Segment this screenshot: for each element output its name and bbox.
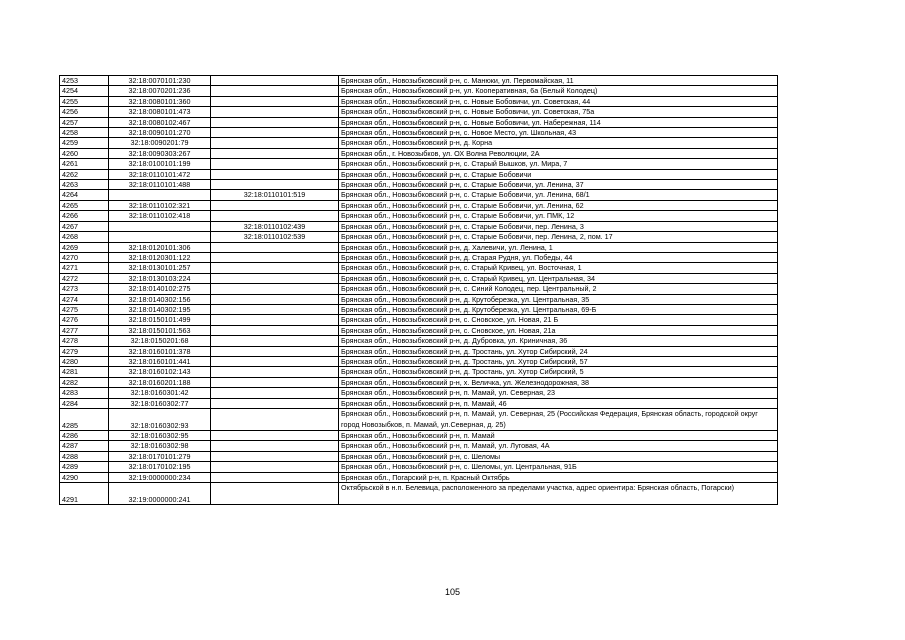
row-number-cell: 4261	[60, 159, 109, 169]
cadastral-number-alt-cell	[211, 96, 339, 106]
table-row	[60, 148, 778, 158]
cadastral-number-cell: 32:18:0160102:143	[109, 367, 211, 377]
cadastral-number-cell: 32:18:0150201:68	[109, 336, 211, 346]
address-cell: Брянская обл., Новозыбковский р-н, с. Новые Бобовичи, ул. Советская, 75а	[339, 107, 778, 117]
row-number-cell: 4273	[60, 284, 109, 294]
cadastral-number-alt-cell	[211, 138, 339, 148]
cadastral-number-cell: 32:18:0110102:321	[109, 200, 211, 210]
cadastral-number-cell: 32:18:0110102:418	[109, 211, 211, 221]
table-row	[60, 159, 778, 169]
row-number-cell: 4289	[60, 462, 109, 472]
address-cell: Брянская обл., Новозыбковский р-н, с. Шеломы, ул. Центральная, 91Б	[339, 462, 778, 472]
cadastral-number-alt-cell	[211, 148, 339, 158]
cadastral-number-alt-cell	[211, 441, 339, 451]
cadastral-number-cell: 32:18:0170102:195	[109, 462, 211, 472]
cadastral-number-alt-cell	[211, 294, 339, 304]
cadastral-number-cell: 32:18:0160302:98	[109, 441, 211, 451]
cadastral-number-cell: 32:18:0080101:360	[109, 96, 211, 106]
cadastral-number-alt-cell	[211, 377, 339, 387]
cadastral-number-cell: 32:18:0090101:270	[109, 128, 211, 138]
table-row	[60, 336, 778, 346]
row-number-cell: 4283	[60, 388, 109, 398]
row-number-cell: 4257	[60, 117, 109, 127]
address-cell: Брянская обл., Новозыбковский р-н, с. Старые Бобовичи	[339, 169, 778, 179]
cadastral-number-alt-cell	[211, 367, 339, 377]
table-row	[60, 211, 778, 221]
cadastral-number-cell: 32:18:0160101:441	[109, 356, 211, 366]
cadastral-number-alt-cell	[211, 107, 339, 117]
cadastral-number-alt-cell	[211, 336, 339, 346]
cadastral-number-cell: 32:18:0110101:488	[109, 180, 211, 190]
address-cell: Брянская обл., г. Новозыбков, ул. ОХ Волна Революции, 2А	[339, 148, 778, 158]
cadastral-number-cell: 32:18:0090201:79	[109, 138, 211, 148]
address-cell: Брянская обл., Новозыбковский р-н, с. Старый Кривец, ул. Восточная, 1	[339, 263, 778, 273]
address-cell: Брянская обл., Новозыбковский р-н, с. Новое Место, ул. Школьная, 43	[339, 128, 778, 138]
cadastral-number-cell: 32:18:0160302:77	[109, 398, 211, 408]
row-number-cell: 4264	[60, 190, 109, 200]
row-number-cell: 4278	[60, 336, 109, 346]
row-number-cell: 4275	[60, 304, 109, 314]
row-number-cell: 4276	[60, 315, 109, 325]
row-number-cell: 4279	[60, 346, 109, 356]
cadastral-table	[59, 75, 778, 505]
row-number-cell: 4288	[60, 451, 109, 461]
cadastral-number-alt-cell	[211, 200, 339, 210]
cadastral-number-alt-cell	[211, 472, 339, 482]
address-cell: Брянская обл., Новозыбковский р-н, с. Старые Бобовичи, пер. Ленина, 3	[339, 221, 778, 231]
address-cell: Брянская обл., Новозыбковский р-н, с. Шеломы	[339, 451, 778, 461]
address-cell: Брянская обл., Новозыбковский р-н, д. Тростань, ул. Хутор Сибирский, 5	[339, 367, 778, 377]
table-row	[60, 409, 778, 431]
table-row	[60, 128, 778, 138]
address-cell: Брянская обл., Новозыбковский р-н, с. Старый Вышков, ул. Мира, 7	[339, 159, 778, 169]
cadastral-number-cell: 32:18:0160301:42	[109, 388, 211, 398]
address-cell: Брянская обл., Новозыбковский р-н, с. Новые Бобовичи, ул. Советская, 44	[339, 96, 778, 106]
table-row	[60, 315, 778, 325]
table-row	[60, 284, 778, 294]
row-number-cell: 4290	[60, 472, 109, 482]
cadastral-number-alt-cell	[211, 346, 339, 356]
address-cell: Брянская обл., Новозыбковский р-н, с. Старые Бобовичи, ул. Ленина, 62	[339, 200, 778, 210]
cadastral-number-alt-cell	[211, 431, 339, 441]
cadastral-number-cell: 32:19:0000000:234	[109, 472, 211, 482]
address-cell: Брянская обл., Новозыбковский р-н, с. Старые Бобовичи, ул. Ленина, 68/1	[339, 190, 778, 200]
cadastral-number-cell: 32:18:0070201:236	[109, 86, 211, 96]
cadastral-number-cell: 32:18:0070101:230	[109, 76, 211, 86]
address-cell: Брянская обл., Новозыбковский р-н, д. Корна	[339, 138, 778, 148]
table-row	[60, 483, 778, 505]
cadastral-number-alt-cell	[211, 180, 339, 190]
cadastral-number-cell: 32:18:0120301:122	[109, 252, 211, 262]
table-row	[60, 117, 778, 127]
row-number-cell: 4291	[60, 483, 109, 505]
row-number-cell: 4269	[60, 242, 109, 252]
address-cell: Брянская обл., Новозыбковский р-н, д. Тростань, ул. Хутор Сибирский, 57	[339, 356, 778, 366]
page-number: 105	[444, 587, 461, 597]
address-cell: Брянская обл., Новозыбковский р-н, п. Мамай	[339, 431, 778, 441]
table-row	[60, 273, 778, 283]
cadastral-number-alt-cell	[211, 409, 339, 431]
table-row	[60, 252, 778, 262]
cadastral-number-cell: 32:18:0140302:195	[109, 304, 211, 314]
cadastral-number-cell: 32:19:0000000:241	[109, 483, 211, 505]
address-cell: Брянская обл., Новозыбковский р-н, п. Мамай, ул. Луговая, 4А	[339, 441, 778, 451]
cadastral-number-alt-cell	[211, 263, 339, 273]
cadastral-number-cell: 32:18:0160302:93	[109, 409, 211, 431]
cadastral-number-cell: 32:18:0160302:95	[109, 431, 211, 441]
row-number-cell: 4284	[60, 398, 109, 408]
cadastral-number-cell: 32:18:0160201:188	[109, 377, 211, 387]
table-row	[60, 441, 778, 451]
cadastral-number-alt-cell	[211, 388, 339, 398]
cadastral-number-alt-cell	[211, 242, 339, 252]
address-cell: Октябрьской в н.п. Белевица, расположенного за пределами участка, адрес ориентира: Брянская область, Погарски)	[339, 483, 778, 505]
cadastral-number-alt-cell	[211, 315, 339, 325]
table-row	[60, 107, 778, 117]
table-row	[60, 221, 778, 231]
row-number-cell: 4280	[60, 356, 109, 366]
address-cell: Брянская обл., Новозыбковский р-н, с. Старые Бобовичи, пер. Ленина, 2, пом. 17	[339, 232, 778, 242]
cadastral-number-cell: 32:18:0130103:224	[109, 273, 211, 283]
cadastral-number-cell	[109, 232, 211, 242]
cadastral-number-alt-cell	[211, 451, 339, 461]
table-row	[60, 388, 778, 398]
row-number-cell: 4263	[60, 180, 109, 190]
table-row	[60, 367, 778, 377]
table-row	[60, 356, 778, 366]
cadastral-number-cell: 32:18:0170101:279	[109, 451, 211, 461]
row-number-cell: 4253	[60, 76, 109, 86]
cadastral-number-alt-cell	[211, 483, 339, 505]
table-row	[60, 232, 778, 242]
cadastral-number-cell: 32:18:0130101:257	[109, 263, 211, 273]
table-row	[60, 200, 778, 210]
address-cell: Брянская обл., Погарский р-н, п. Красный Октябрь	[339, 472, 778, 482]
cadastral-number-cell: 32:18:0120101:306	[109, 242, 211, 252]
table-row	[60, 190, 778, 200]
row-number-cell: 4255	[60, 96, 109, 106]
row-number-cell: 4272	[60, 273, 109, 283]
table-row	[60, 325, 778, 335]
row-number-cell: 4258	[60, 128, 109, 138]
table-row	[60, 451, 778, 461]
address-cell: Брянская обл., Новозыбковский р-н, с. Старые Бобовичи, ул. ПМК, 12	[339, 211, 778, 221]
row-number-cell: 4268	[60, 232, 109, 242]
address-cell: Брянская обл., Новозыбковский р-н, с. Синий Колодец, пер. Центральный, 2	[339, 284, 778, 294]
address-cell: Брянская обл., Новозыбковский р-н, д. Халевичи, ул. Ленина, 1	[339, 242, 778, 252]
row-number-cell: 4281	[60, 367, 109, 377]
address-cell: Брянская обл., Новозыбковский р-н, п. Мамай, ул. Северная, 25 (Российская Федерация, Брянская область, городской округ город Новозыбков, п. Мамай, ул.Северная, д. 25)	[339, 409, 778, 431]
table-row	[60, 242, 778, 252]
cadastral-number-cell: 32:18:0150101:499	[109, 315, 211, 325]
address-cell: Брянская обл., Новозыбковский р-н, п. Мамай, ул. Северная, 23	[339, 388, 778, 398]
cadastral-number-alt-cell	[211, 211, 339, 221]
cadastral-number-cell	[109, 221, 211, 231]
row-number-cell: 4259	[60, 138, 109, 148]
address-cell: Брянская обл., Новозыбковский р-н, д. Крутоберезка, ул. Центральная, 35	[339, 294, 778, 304]
table-row	[60, 472, 778, 482]
cadastral-number-alt-cell	[211, 169, 339, 179]
address-cell: Брянская обл., Новозыбковский р-н, с. Сновское, ул. Новая, 21а	[339, 325, 778, 335]
cadastral-number-cell: 32:18:0090303:267	[109, 148, 211, 158]
table-row	[60, 346, 778, 356]
address-cell: Брянская обл., Новозыбковский р-н, с. Старые Бобовичи, ул. Ленина, 37	[339, 180, 778, 190]
row-number-cell: 4277	[60, 325, 109, 335]
cadastral-number-alt-cell	[211, 252, 339, 262]
address-cell: Брянская обл., Новозыбковский р-н, д. Старая Рудня, ул. Победы, 44	[339, 252, 778, 262]
cadastral-number-cell: 32:18:0080101:473	[109, 107, 211, 117]
row-number-cell: 4265	[60, 200, 109, 210]
row-number-cell: 4287	[60, 441, 109, 451]
cadastral-number-alt-cell	[211, 398, 339, 408]
address-cell: Брянская обл., Новозыбковский р-н, ул. Кооперативная, 6а (Белый Колодец)	[339, 86, 778, 96]
row-number-cell: 4274	[60, 294, 109, 304]
table-row	[60, 431, 778, 441]
address-cell: Брянская обл., Новозыбковский р-н, д. Тростань, ул. Хутор Сибирский, 24	[339, 346, 778, 356]
cadastral-number-alt-cell	[211, 128, 339, 138]
row-number-cell: 4266	[60, 211, 109, 221]
row-number-cell: 4267	[60, 221, 109, 231]
row-number-cell: 4285	[60, 409, 109, 431]
address-cell: Брянская обл., Новозыбковский р-н, х. Величка, ул. Железнодорожная, 38	[339, 377, 778, 387]
table-row	[60, 76, 778, 86]
row-number-cell: 4256	[60, 107, 109, 117]
table-row	[60, 138, 778, 148]
cadastral-number-cell	[109, 190, 211, 200]
cadastral-number-alt-cell	[211, 356, 339, 366]
table-row	[60, 263, 778, 273]
cadastral-number-alt-cell	[211, 273, 339, 283]
cadastral-number-alt-cell	[211, 325, 339, 335]
address-cell: Брянская обл., Новозыбковский р-н, с. Манюки, ул. Первомайская, 11	[339, 76, 778, 86]
row-number-cell: 4254	[60, 86, 109, 96]
table-row	[60, 169, 778, 179]
table-row	[60, 398, 778, 408]
row-number-cell: 4262	[60, 169, 109, 179]
cadastral-number-alt-cell	[211, 159, 339, 169]
address-cell: Брянская обл., Новозыбковский р-н, с. Новые Бобовичи, ул. Набережная, 114	[339, 117, 778, 127]
row-number-cell: 4286	[60, 431, 109, 441]
cadastral-number-alt-cell: 32:18:0110101:519	[211, 190, 339, 200]
table-row	[60, 377, 778, 387]
cadastral-number-cell: 32:18:0100101:199	[109, 159, 211, 169]
table-row	[60, 462, 778, 472]
address-cell: Брянская обл., Новозыбковский р-н, п. Мамай, 46	[339, 398, 778, 408]
address-cell: Брянская обл., Новозыбковский р-н, с. Старый Кривец, ул. Центральная, 34	[339, 273, 778, 283]
table-row	[60, 294, 778, 304]
cadastral-number-cell: 32:18:0140302:156	[109, 294, 211, 304]
row-number-cell: 4270	[60, 252, 109, 262]
cadastral-number-alt-cell: 32:18:0110102:439	[211, 221, 339, 231]
row-number-cell: 4260	[60, 148, 109, 158]
table-row	[60, 86, 778, 96]
cadastral-number-alt-cell	[211, 462, 339, 472]
cadastral-number-alt-cell	[211, 76, 339, 86]
row-number-cell: 4282	[60, 377, 109, 387]
cadastral-number-alt-cell	[211, 284, 339, 294]
address-cell: Брянская обл., Новозыбковский р-н, д. Крутоберезка, ул. Центральная, 69-Б	[339, 304, 778, 314]
address-cell: Брянская обл., Новозыбковский р-н, д. Дубровка, ул. Криничная, 36	[339, 336, 778, 346]
table-row	[60, 304, 778, 314]
cadastral-number-cell: 32:18:0080102:467	[109, 117, 211, 127]
cadastral-number-cell: 32:18:0140102:275	[109, 284, 211, 294]
cadastral-number-cell: 32:18:0110101:472	[109, 169, 211, 179]
cadastral-number-alt-cell	[211, 86, 339, 96]
cadastral-number-cell: 32:18:0150101:563	[109, 325, 211, 335]
address-cell: Брянская обл., Новозыбковский р-н, с. Сновское, ул. Новая, 21 Б	[339, 315, 778, 325]
row-number-cell: 4271	[60, 263, 109, 273]
table-row	[60, 180, 778, 190]
cadastral-number-cell: 32:18:0160101:378	[109, 346, 211, 356]
table-row	[60, 96, 778, 106]
table-body	[60, 76, 778, 505]
cadastral-number-alt-cell	[211, 117, 339, 127]
cadastral-number-alt-cell	[211, 304, 339, 314]
cadastral-number-alt-cell: 32:18:0110102:539	[211, 232, 339, 242]
